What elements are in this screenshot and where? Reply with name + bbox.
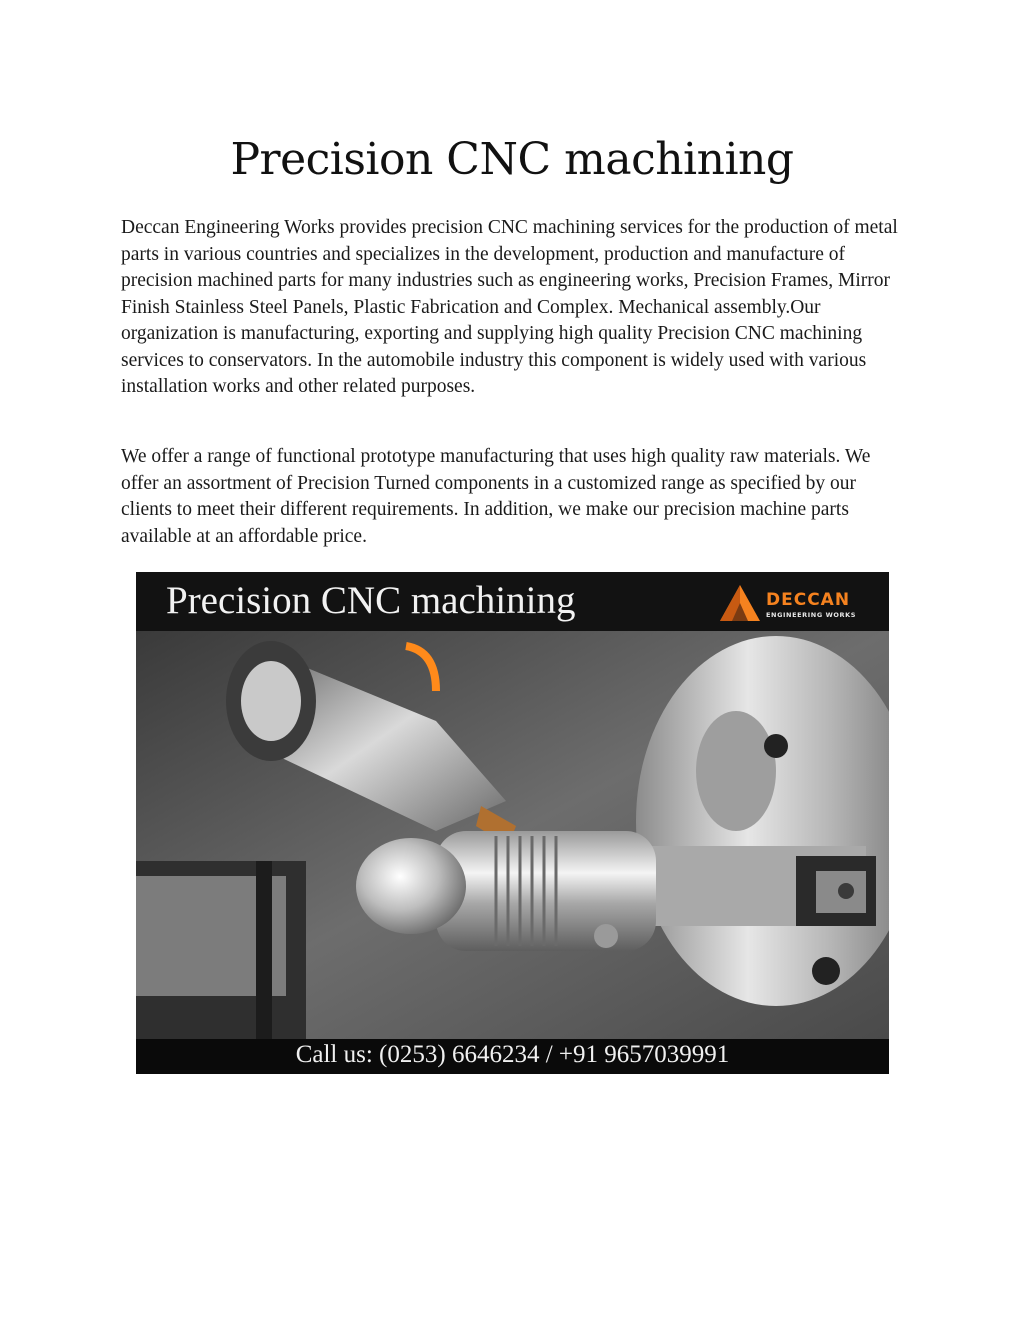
- promo-banner-image: [136, 572, 889, 1074]
- page-title: Precision CNC machining: [230, 134, 794, 185]
- cnc-lathe-photo: [136, 631, 889, 1039]
- body-paragraph-intro: Deccan Engineering Works provides precision CNC machining services for the production of metal parts in various countries and specializes in the development, production and manufacture of precision machined parts for many industries such as engineering works, Precision Frames, Mirror Finish Stainless Steel Panels, Plastic Fabrication and Complex. Mechanical assembly.Our organization is manufacturing, exporting and supplying high quality Precision CNC machining services to conservators. In the automobile industry this component is widely used with various installation works and other related purposes.: [121, 217, 898, 397]
- triangle-logo-icon: [718, 583, 762, 623]
- banner-footer: [136, 1039, 889, 1074]
- banner-title: Precision CNC machining: [166, 579, 576, 622]
- call-us-text: Call us: (0253) 6646234 / +91 9657039991: [295, 1041, 730, 1068]
- body-paragraph-offer: We offer a range of functional prototype manufacturing that uses high quality raw materials. We offer an assortment of Precision Turned components in a customized range as specified by our clients to meet their different requirements. In addition, we make our precision machine parts available at an affordable price.: [121, 446, 871, 547]
- logo-subtitle: ENGINEERING WORKS: [766, 611, 857, 619]
- logo-name: DECCAN: [766, 590, 851, 610]
- deccan-logo: [718, 583, 888, 623]
- banner-header: [136, 572, 889, 631]
